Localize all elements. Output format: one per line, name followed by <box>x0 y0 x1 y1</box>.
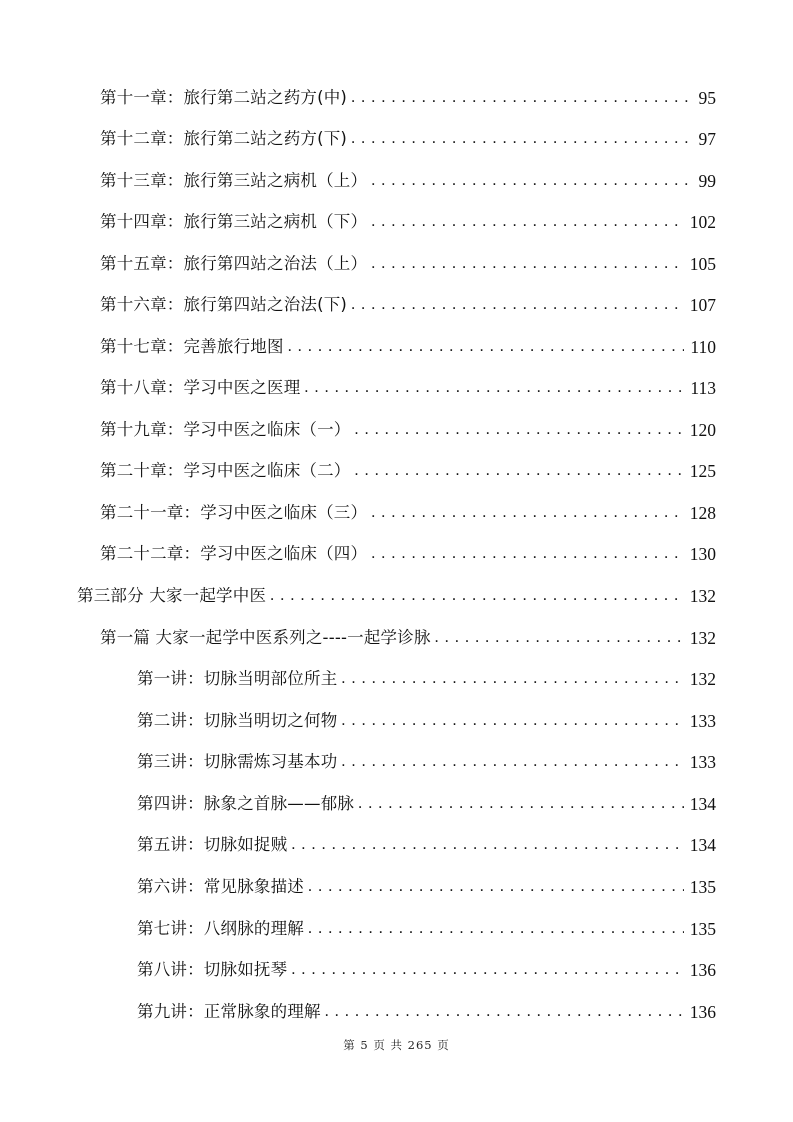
dot-leader <box>288 335 685 359</box>
toc-entry[interactable] <box>100 293 716 317</box>
toc-lecture-entry[interactable] <box>137 833 716 857</box>
toc-entry[interactable] <box>100 542 716 566</box>
dot-leader <box>341 750 683 774</box>
toc-entry-title: 第十三章：旅行第三站之病机（上） <box>100 171 368 190</box>
toc-entry-title: 第一篇 大家一起学中医系列之----一起学诊脉 <box>100 628 431 647</box>
toc-entry-title: 第二讲：切脉当明切之何物 <box>137 711 338 730</box>
toc-entry-page: 132 <box>689 586 716 606</box>
toc-entry-page: 95 <box>698 88 716 108</box>
dot-leader <box>371 252 684 276</box>
toc-entry-title: 第四讲：脉象之首脉——郁脉 <box>137 794 355 813</box>
toc-lecture-entry[interactable] <box>137 750 716 774</box>
toc-entry-page: 128 <box>689 503 716 523</box>
dot-leader <box>351 293 684 317</box>
toc-entry-page: 105 <box>689 254 716 274</box>
toc-entry-title: 第十四章：旅行第三站之病机（下） <box>100 212 368 231</box>
dot-leader <box>341 667 683 691</box>
toc-part-entry[interactable] <box>77 584 716 608</box>
toc-entry-title: 第十二章：旅行第二站之药方(下) <box>100 129 348 148</box>
toc-entry-page: 107 <box>689 295 716 315</box>
toc-entry-page: 134 <box>689 794 716 814</box>
dot-leader <box>351 86 692 110</box>
toc-entry-title: 第十九章：学习中医之临床（一） <box>100 420 351 439</box>
toc-entry-page: 110 <box>690 337 716 357</box>
toc-entry-title: 第二十二章：学习中医之临床（四） <box>100 544 368 563</box>
dot-leader <box>341 709 683 733</box>
dot-leader <box>270 584 684 608</box>
dot-leader <box>308 875 684 899</box>
dot-leader <box>371 542 684 566</box>
toc-entry-title: 第一讲：切脉当明部位所主 <box>137 669 338 688</box>
toc-entry[interactable] <box>100 335 716 359</box>
toc-entry-page: 134 <box>689 835 716 855</box>
toc-entry-page: 132 <box>689 628 716 648</box>
toc-lecture-entry[interactable] <box>137 667 716 691</box>
page-footer: 第 5 页 共 265 页 <box>343 1038 450 1052</box>
toc-entry-title: 第十八章：学习中医之医理 <box>100 378 301 397</box>
toc-entry[interactable] <box>100 252 716 276</box>
toc-entry-title: 第三讲：切脉需炼习基本功 <box>137 752 338 771</box>
toc-entry[interactable] <box>100 376 716 400</box>
toc-entry-page: 136 <box>689 960 716 980</box>
toc-lecture-entry[interactable] <box>137 875 716 899</box>
toc-entry-page: 125 <box>689 461 716 481</box>
dot-leader <box>358 792 684 816</box>
dot-leader <box>351 127 692 151</box>
toc-entry[interactable] <box>100 127 716 151</box>
toc-lecture-entry[interactable] <box>137 792 716 816</box>
dot-leader <box>371 501 684 525</box>
dot-leader <box>371 210 684 234</box>
toc-entry-page: 132 <box>689 669 716 689</box>
toc-entry-page: 135 <box>689 877 716 897</box>
dot-leader <box>355 459 684 483</box>
dot-leader <box>291 833 683 857</box>
toc-entry-title: 第七讲：八纲脉的理解 <box>137 919 304 938</box>
dot-leader <box>355 418 684 442</box>
toc-entry-title: 第二十章：学习中医之临床（二） <box>100 461 351 480</box>
toc-lecture-entry[interactable] <box>137 917 716 941</box>
toc-entry[interactable] <box>100 501 716 525</box>
toc-entry-title: 第五讲：切脉如捉贼 <box>137 835 288 854</box>
toc-entry[interactable] <box>100 169 716 193</box>
toc-lecture-entry[interactable] <box>137 709 716 733</box>
toc-lecture-entry[interactable] <box>137 1000 716 1024</box>
dot-leader <box>325 1000 684 1024</box>
toc-entry-title: 第十七章：完善旅行地图 <box>100 337 284 356</box>
toc-entry-page: 135 <box>689 919 716 939</box>
toc-entry[interactable] <box>100 418 716 442</box>
toc-entry-page: 133 <box>689 711 716 731</box>
toc-section-entry[interactable] <box>100 626 716 650</box>
toc-entry-title: 第三部分 大家一起学中医 <box>77 586 267 605</box>
toc-entry-page: 99 <box>698 171 716 191</box>
dot-leader <box>435 626 684 650</box>
toc-entry[interactable] <box>100 459 716 483</box>
toc-entry-title: 第十一章：旅行第二站之药方(中) <box>100 88 348 107</box>
toc-entry-title: 第八讲：切脉如抚琴 <box>137 960 288 979</box>
toc-entry-title: 第十五章：旅行第四站之治法（上） <box>100 254 368 273</box>
toc-entry-page: 120 <box>689 420 716 440</box>
toc-entry-page: 130 <box>689 544 716 564</box>
toc-entry[interactable] <box>100 86 716 110</box>
toc-entry-page: 97 <box>698 129 716 149</box>
toc-entry[interactable] <box>100 210 716 234</box>
dot-leader <box>371 169 692 193</box>
dot-leader <box>304 376 684 400</box>
toc-entry-title: 第九讲：正常脉象的理解 <box>137 1002 321 1021</box>
toc-entry-page: 102 <box>689 212 716 232</box>
toc-entry-page: 113 <box>690 378 716 398</box>
toc-entry-title: 第二十一章：学习中医之临床（三） <box>100 503 368 522</box>
toc-entry-page: 136 <box>689 1002 716 1022</box>
toc-entry-title: 第六讲：常见脉象描述 <box>137 877 304 896</box>
toc-entry-title: 第十六章：旅行第四站之治法(下) <box>100 295 348 314</box>
toc-lecture-entry[interactable] <box>137 958 716 982</box>
dot-leader <box>308 917 684 941</box>
dot-leader <box>291 958 683 982</box>
toc-entry-page: 133 <box>689 752 716 772</box>
